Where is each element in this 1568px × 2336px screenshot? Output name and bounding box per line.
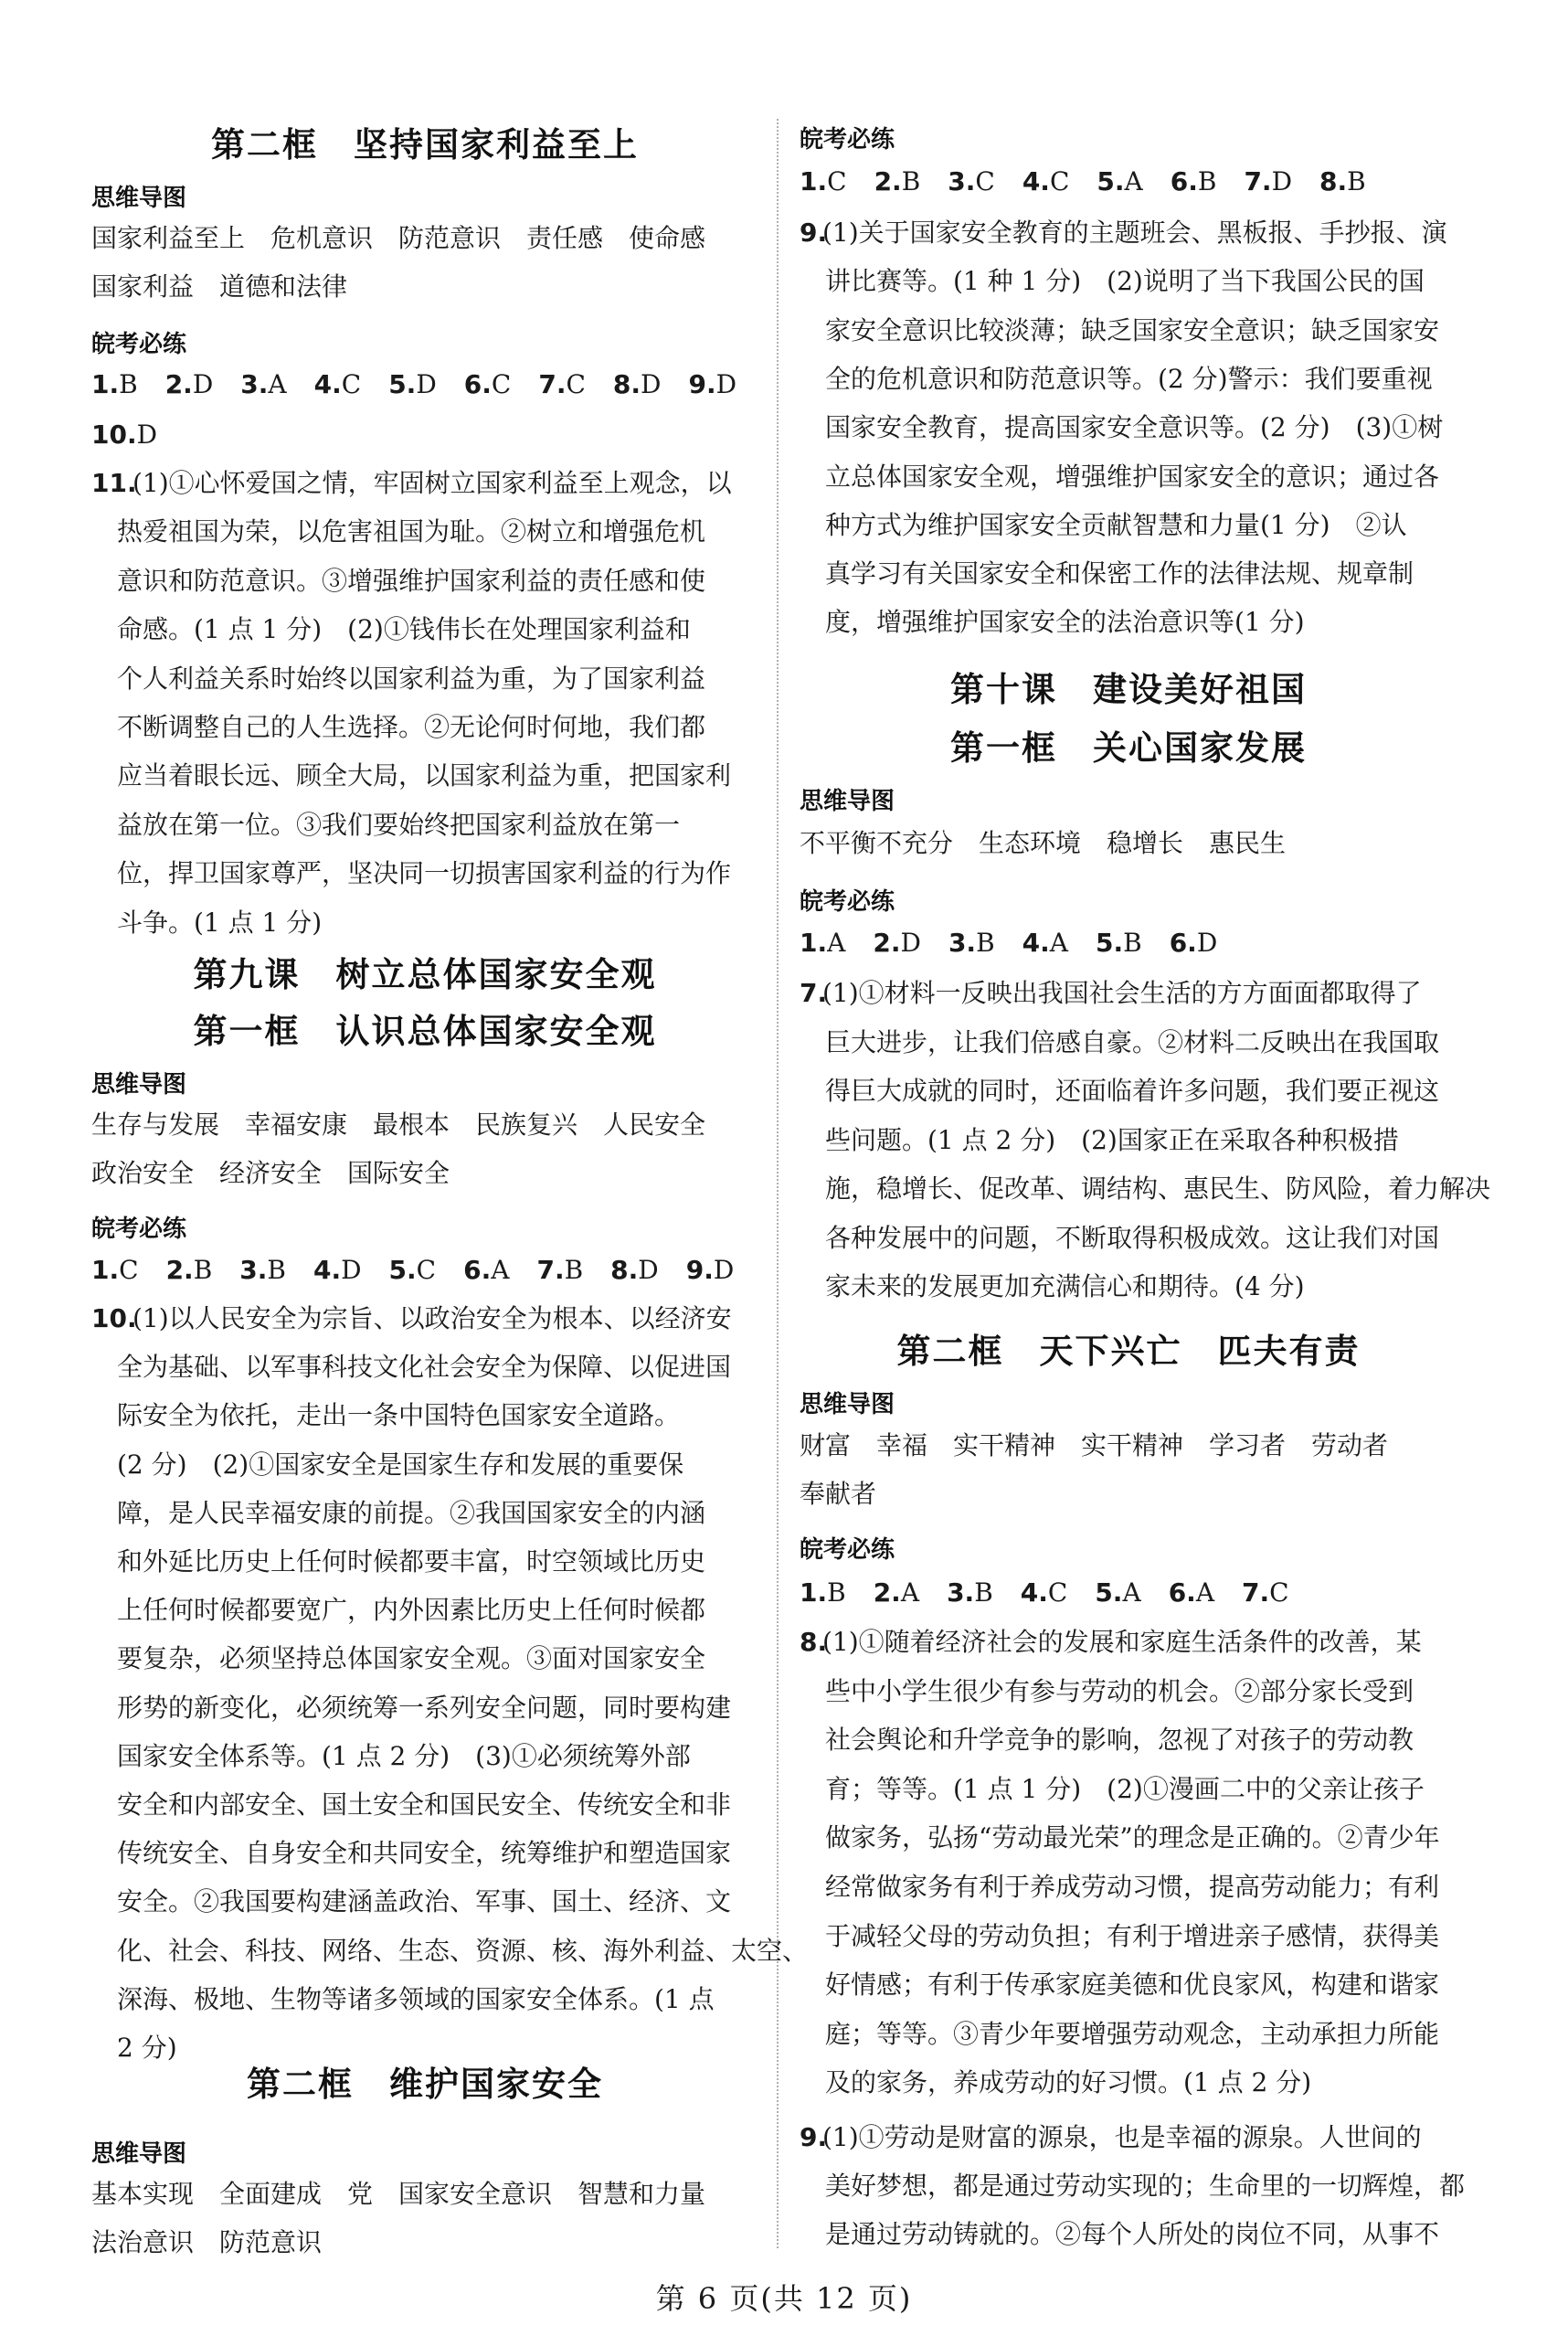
answer-text-line: 命感。(1 点 1 分) (2)①钱伟长在处理国家利益和: [117, 614, 691, 645]
answer-item: [91, 419, 157, 451]
answer-number: 6.: [1169, 928, 1197, 958]
answer-text-line: 全为基础、以军事科技文化社会安全为保障、以促进国: [117, 1352, 732, 1383]
answer-row: [91, 1255, 761, 1286]
answer-number: 2.: [873, 928, 901, 958]
answer-item: [688, 369, 736, 400]
answer-text-line: 意识和防范意识。③增强维护国家利益的责任感和使: [117, 565, 706, 596]
answer-number: 4.: [1022, 928, 1050, 958]
answer-number: 5.: [388, 1255, 417, 1285]
answer-text-line: 施，稳增长、促改革、调结构、惠民生、防风险，着力解决: [825, 1173, 1491, 1204]
answer-number: 7.: [536, 1255, 565, 1285]
answer-text-line: (1)以人民安全为宗旨、以政治安全为根本、以经济安: [132, 1303, 732, 1333]
answer-text-line: 位，捍卫国家尊严，坚决同一切损害国家利益的行为作: [117, 858, 732, 889]
answer-choice: D: [641, 369, 662, 399]
answer-item: [240, 369, 286, 400]
answer-text-line: 深海、极地、生物等诸多领域的国家安全体系。(1 点: [117, 1983, 715, 2014]
answer-choice: D: [1196, 928, 1218, 958]
answer-number: 9.: [685, 1255, 714, 1285]
answer-item: [613, 369, 662, 400]
answer-text-line: (1)①材料一反映出我国社会生活的方方面面都取得了: [822, 978, 1422, 1008]
answer-choice: A: [268, 369, 287, 399]
answer-choice: B: [976, 928, 995, 958]
answer-text-line: 形势的新变化，必须统筹一系列安全问题，同时要构建: [117, 1692, 732, 1723]
answer-text-line: 做家务，弘扬“劳动最光荣”的理念是正确的。②青少年: [825, 1822, 1440, 1853]
answer-text-line: 真学习有关国家安全和保密工作的法律法规、规章制: [825, 558, 1414, 589]
answer-item: [800, 1577, 846, 1609]
answer-choice: A: [900, 1577, 920, 1608]
mindmap-label: 思维导图: [91, 185, 187, 212]
answer-text-line: 育；等等。(1 点 1 分) (2)①漫画二中的父亲让孩子: [825, 1773, 1425, 1804]
exam-label: 皖考必练: [91, 1216, 187, 1243]
answer-item: [1021, 1577, 1068, 1609]
answer-choice: C: [119, 1255, 139, 1285]
answer-number: 3.: [948, 928, 977, 958]
answer-choice: C: [1269, 1577, 1289, 1608]
answer-item: [389, 1255, 437, 1286]
answer-number: 4.: [1022, 166, 1050, 196]
lesson-title: 第十课 建设美好祖国: [950, 670, 1307, 709]
answer-number: 6.: [1168, 1577, 1196, 1608]
answer-text-line: 和外延比历史上任何时候都要丰富，时空领域比历史: [117, 1546, 706, 1577]
answer-number: 8.: [612, 369, 641, 399]
answer-text-line: 益放在第一位。③我们要始终把国家利益放在第一: [117, 809, 681, 840]
exam-label: 皖考必练: [91, 331, 187, 358]
answer-number: 7.: [1242, 1577, 1270, 1608]
answer-text-line: 是通过劳动铸就的。②每个人所处的岗位不同，从事不: [825, 2219, 1440, 2249]
mindmap-label: 思维导图: [91, 1071, 187, 1099]
answer-number: 5.: [1096, 928, 1124, 958]
answer-choice: B: [974, 1577, 993, 1608]
answer-item: [947, 1577, 993, 1609]
answer-text-line: 个人利益关系时始终以国家利益为重，为了国家利益: [117, 663, 706, 694]
answer-choice: C: [975, 166, 995, 196]
answer-item: [313, 1255, 362, 1286]
answer-choice: B: [901, 166, 921, 196]
answer-text-line: 得巨大成就的同时，还面临着许多问题，我们要正视这: [825, 1076, 1440, 1106]
answer-number: 1.: [91, 369, 120, 399]
answer-item: [1022, 166, 1070, 197]
answer-item: [1096, 928, 1142, 959]
answer-choice: C: [566, 369, 586, 399]
answer-choice: D: [1271, 166, 1293, 196]
answer-row: [91, 419, 185, 451]
answer-choice: B: [827, 1577, 846, 1608]
answer-text-line: 立总体国家安全观，增强维护国家安全的意识；通过各: [825, 461, 1440, 492]
question-number: 11.: [91, 468, 137, 498]
answer-number: 1.: [91, 1255, 120, 1285]
answer-text-line: 全的危机意识和防范意识等。(2 分)警示：我们要重视: [825, 363, 1433, 394]
question-number: 8.: [800, 1627, 828, 1657]
answer-number: 2.: [874, 166, 902, 196]
answer-number: 1.: [800, 1577, 828, 1608]
answer-text-line: 讲比赛等。(1 种 1 分) (2)说明了当下我国公民的国: [825, 266, 1425, 297]
answer-text-line: 国家安全体系等。(1 点 2 分) (3)①必须统筹外部: [117, 1740, 691, 1771]
section-title: 第二框 坚持国家利益至上: [211, 125, 639, 165]
answer-choice: C: [827, 166, 847, 196]
mindmap-line: 奉献者: [800, 1479, 877, 1509]
column-divider: [777, 119, 779, 2248]
answer-item: [1242, 1577, 1289, 1609]
answer-choice: A: [1122, 1577, 1141, 1608]
answer-item: [91, 369, 138, 400]
mindmap-label: 思维导图: [91, 2140, 187, 2168]
answer-text-line: 度，增强维护国家安全的法治意识等(1 分): [825, 607, 1305, 638]
answer-number: 3.: [240, 369, 269, 399]
answer-choice: B: [267, 1255, 286, 1285]
answer-text-line: 上任何时候都要宽广，内外因素比历史上任何时候都: [117, 1595, 706, 1626]
answer-text-line: 各种发展中的问题，不断取得积极成效。这让我们对国: [825, 1222, 1440, 1253]
answer-choice: C: [416, 1255, 437, 1285]
answer-number: 6.: [463, 1255, 492, 1285]
answer-choice: D: [341, 1255, 362, 1285]
answer-number: 2.: [873, 1577, 901, 1608]
mindmap-label: 思维导图: [800, 1391, 895, 1418]
mindmap-line: 法治意识 防范意识: [91, 2227, 323, 2257]
answer-number: 8.: [1319, 166, 1348, 196]
answer-item: [91, 1255, 139, 1286]
answer-text-line: 安全和内部安全、国土安全和国民安全、传统安全和非: [117, 1789, 732, 1820]
answer-number: 2.: [164, 369, 193, 399]
answer-row: [800, 928, 1245, 959]
answer-text-line: 热爱祖国为荣，以危害祖国为耻。②树立和增强危机: [117, 516, 706, 547]
answer-text-line: 不断调整自己的人生选择。②无论何时何地，我们都: [117, 712, 706, 742]
answer-choice: C: [1047, 1577, 1068, 1608]
answer-item: [948, 928, 995, 959]
answer-item: [388, 369, 437, 400]
answer-item: [464, 369, 512, 400]
answer-number: 6.: [463, 369, 492, 399]
answer-number: 5.: [388, 369, 417, 399]
answer-choice: D: [638, 1255, 659, 1285]
answer-text-line: 社会舆论和升学竞争的影响，忽视了对孩子的劳动教: [825, 1725, 1414, 1756]
answer-text-line: 家安全意识比较淡薄；缺乏国家安全意识；缺乏国家安: [825, 314, 1440, 345]
answer-number: 1.: [800, 928, 828, 958]
answer-choice: B: [1123, 928, 1142, 958]
answer-choice: A: [1049, 928, 1068, 958]
answer-choice: D: [192, 369, 214, 399]
answer-text-line: 2 分): [117, 2033, 177, 2063]
answer-number: 4.: [313, 369, 342, 399]
answer-choice: C: [491, 369, 512, 399]
mindmap-line: 财富 幸福 实干精神 实干精神 学习者 劳动者: [800, 1430, 1389, 1460]
answer-text-line: 经常做家务有利于养成劳动习惯，提高劳动能力；有利: [825, 1872, 1440, 1902]
answer-item: [1095, 1577, 1140, 1609]
answer-text-line: (1)①劳动是财富的源泉，也是幸福的源泉。人世间的: [822, 2122, 1422, 2152]
answer-text-line: 庭；等等。③青少年要增强劳动观念，主动承担力所能: [825, 2018, 1440, 2049]
answer-row: [91, 369, 764, 400]
answer-text-line: 巨大进步，让我们倍感自豪。②材料二反映出在我国取: [825, 1026, 1440, 1057]
answer-choice: C: [341, 369, 362, 399]
answer-choice: B: [193, 1255, 213, 1285]
answer-number: 8.: [610, 1255, 639, 1285]
answer-text-line: (2 分) (2)①国家安全是国家生存和发展的重要保: [117, 1449, 684, 1480]
answer-item: [1097, 166, 1142, 197]
answer-text-line: 斗争。(1 点 1 分): [117, 907, 323, 938]
mindmap-line: 生存与发展 幸福安康 最根本 民族复兴 人民安全: [91, 1110, 706, 1140]
answer-text-line: (1)①心怀爱国之情，牢固树立国家利益至上观念，以: [132, 468, 732, 498]
section-title: 第二框 天下兴亡 匹夫有责: [896, 1332, 1361, 1371]
mindmap-line: 国家利益 道德和法律: [91, 271, 348, 302]
answer-item: [1244, 166, 1292, 197]
answer-number: 9.: [688, 369, 716, 399]
answer-item: [610, 1255, 659, 1286]
answer-row: [800, 1577, 1317, 1609]
answer-number: 3.: [948, 166, 976, 196]
answer-text-line: 于减轻父母的劳动负担；有利于增进亲子感情，获得美: [825, 1920, 1440, 1951]
answer-choice: B: [564, 1255, 584, 1285]
section-title: 第一框 认识总体国家安全观: [193, 1012, 657, 1051]
question-number: 10.: [91, 1303, 137, 1333]
answer-item: [873, 928, 921, 959]
answer-item: [1022, 928, 1068, 959]
answer-number: 7.: [1244, 166, 1272, 196]
answer-number: 4.: [1020, 1577, 1048, 1608]
answer-number: 10.: [91, 419, 137, 450]
answer-item: [686, 1255, 735, 1286]
answer-text-line: (1)①随着经济社会的发展和家庭生活条件的改善，某: [822, 1627, 1422, 1657]
lesson-title: 第九课 树立总体国家安全观: [193, 955, 657, 994]
answer-choice: D: [713, 1255, 735, 1285]
answer-choice: B: [119, 369, 138, 399]
answer-item: [948, 166, 995, 197]
answer-text-line: 美好梦想，都是通过劳动实现的；生命里的一切辉煌，都: [825, 2171, 1466, 2201]
mindmap-label: 思维导图: [800, 788, 895, 815]
answer-text-line: 化、社会、科技、网络、生态、资源、核、海外利益、太空、: [117, 1935, 809, 1966]
answer-text-line: (1)关于国家安全教育的主题班会、黑板报、手抄报、演: [822, 218, 1447, 248]
answer-number: 3.: [947, 1577, 975, 1608]
answer-choice: D: [136, 419, 158, 450]
answer-choice: B: [1347, 166, 1366, 196]
exam-label: 皖考必练: [800, 888, 895, 916]
answer-item: [538, 369, 586, 400]
answer-item: [1171, 166, 1217, 197]
answer-text-line: 及的家务，养成劳动的好习惯。(1 点 2 分): [825, 2067, 1312, 2098]
answer-item: [874, 1577, 919, 1609]
answer-choice: B: [1197, 166, 1217, 196]
answer-number: 2.: [165, 1255, 194, 1285]
section-title: 第一框 关心国家发展: [950, 728, 1307, 768]
answer-item: [1170, 928, 1218, 959]
mindmap-line: 国家利益至上 危机意识 防范意识 责任感 使命感: [91, 223, 706, 253]
mindmap-line: 基本实现 全面建成 党 国家安全意识 智慧和力量: [91, 2179, 706, 2209]
answer-text-line: 安全。②我国要构建涵盖政治、军事、国土、经济、文: [117, 1886, 732, 1917]
mindmap-line: 政治安全 经济安全 国际安全: [91, 1158, 450, 1188]
answer-number: 5.: [1095, 1577, 1123, 1608]
question-number: 9.: [800, 2122, 828, 2152]
mindmap-line: 不平衡不充分 生态环境 稳增长 惠民生: [800, 828, 1287, 858]
answer-text-line: 好情感；有利于传承家庭美德和优良家风，构建和谐家: [825, 1970, 1440, 2001]
answer-item: [165, 369, 214, 400]
question-number: 9.: [800, 218, 828, 248]
question-number: 7.: [800, 978, 828, 1008]
answer-text-line: 障，是人民幸福安康的前提。②我国国家安全的内涵: [117, 1497, 706, 1528]
answer-text-line: 些问题。(1 点 2 分) (2)国家正在采取各种积极措: [825, 1124, 1399, 1155]
answer-choice: A: [491, 1255, 510, 1285]
answer-choice: D: [416, 369, 437, 399]
answer-text-line: 传统安全、自身安全和共同安全，统筹维护和塑造国家: [117, 1838, 732, 1869]
answer-item: [463, 1255, 509, 1286]
answer-choice: A: [827, 928, 846, 958]
section-title: 第二框 维护国家安全: [247, 2065, 603, 2104]
answer-text-line: 国家安全教育，提高国家安全意识等。(2 分) (3)①树: [825, 412, 1444, 443]
answer-number: 7.: [538, 369, 567, 399]
answer-item: [800, 166, 847, 197]
answer-number: 6.: [1170, 166, 1198, 196]
answer-item: [239, 1255, 286, 1286]
answer-item: [1169, 1577, 1214, 1609]
answer-item: [1319, 166, 1366, 197]
exam-label: 皖考必练: [800, 126, 895, 154]
answer-item: [874, 166, 921, 197]
answer-choice: A: [1195, 1577, 1215, 1608]
answer-number: 3.: [239, 1255, 268, 1285]
answer-choice: D: [715, 369, 737, 399]
answer-choice: D: [900, 928, 921, 958]
answer-number: 4.: [313, 1255, 342, 1285]
page-footer: 第 6 页(共 12 页): [655, 2281, 913, 2316]
answer-choice: A: [1124, 166, 1143, 196]
answer-item: [800, 928, 845, 959]
answer-item: [166, 1255, 213, 1286]
answer-text-line: 要复杂，必须坚持总体国家安全观。③面对国家安全: [117, 1643, 706, 1674]
answer-text-line: 际安全为依托，走出一条中国特色国家安全道路。: [117, 1400, 681, 1431]
answer-text-line: 种方式为维护国家安全贡献智慧和力量(1 分) ②认: [825, 509, 1407, 540]
answer-number: 5.: [1097, 166, 1125, 196]
exam-label: 皖考必练: [800, 1536, 895, 1564]
answer-choice: C: [1049, 166, 1070, 196]
answer-row: [800, 166, 1393, 197]
answer-item: [536, 1255, 583, 1286]
answer-text-line: 应当着眼长远、顾全大局，以国家利益为重，把国家利: [117, 760, 732, 791]
answer-text-line: 些中小学生很少有参与劳动的机会。②部分家长受到: [825, 1675, 1414, 1706]
answer-text-line: 家未来的发展更加充满信心和期待。(4 分): [825, 1271, 1305, 1301]
answer-item: [314, 369, 362, 400]
answer-number: 1.: [800, 166, 828, 196]
